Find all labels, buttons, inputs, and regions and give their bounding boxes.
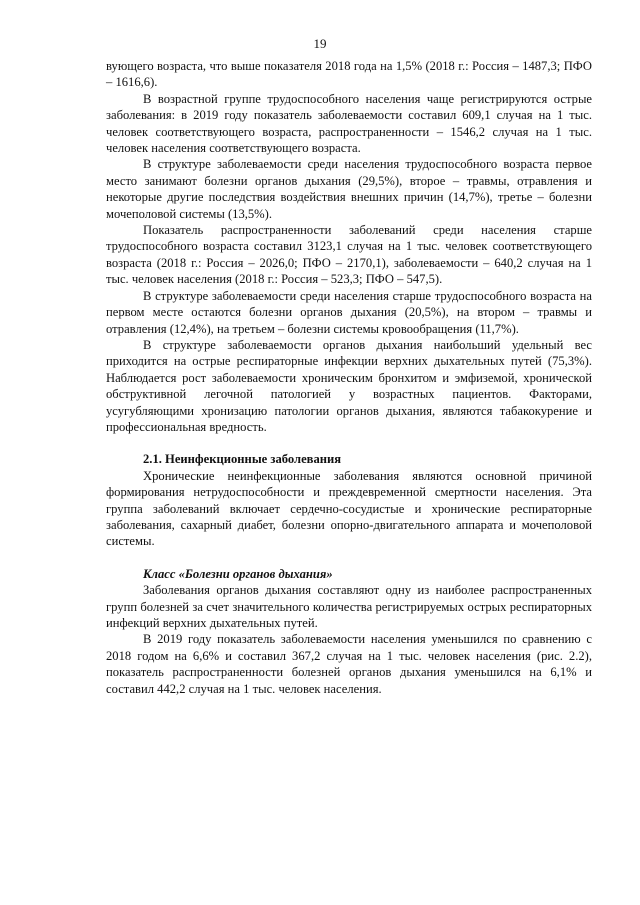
document-body [106,58,592,697]
paragraph-older-age-prevalence: Показатель распространенности заболеваний среди населения старше трудоспособного возраста составил 3123,1 случая на 1 тыс. человек соответствующего возраста (2018 г.: Россия – 2026,0; ПФО – 2170,1), заболеваемости – 640,2 случая на 1 тыс. человек населения (2018 г.: Россия – 523,3; ПФО – 547,5). [106,223,592,287]
paragraph-noncommunicable: Хронические неинфекционные заболевания являются основной причиной формирования нетрудоспособности и преждевременной смертности населения. Эта группа заболеваний включает сердечно-сосудистые и хронические респираторные заболевания, сахарный диабет, болезни опорно-двигательного аппарата и мочеполовой системы. [106,468,592,549]
paragraph-respiratory-2019: В 2019 году показатель заболеваемости населения уменьшился по сравнению с 2018 годом на 6,6% и составил 367,2 случая на 1 тыс. человек населения (рис. 2.2), показатель распространенности болезней органов дыхания уменьшился на 6,1% и составил 442,2 случая на 1 тыс. человек населения. [106,632,592,696]
paragraph-respiratory-structure: В структуре заболеваемости органов дыхания наибольший удельный вес приходится на острые респираторные инфекции верхних дыхательных путей (75,3%). Наблюдается рост заболеваемости хроническим бронхитом и эмфиземой, хронической обструктивной легочной патологией у возрастных пациентов. Факторами, усугубляющими хронизацию патологии органов дыхания, являются табакокурение и профессиональная вредность. [106,337,592,434]
paragraph-working-age-acute: В возрастной группе трудоспособного населения чаще регистрируются острые заболевания: в 2019 году показатель заболеваемости составил 609,1 случая на 1 тыс. человек соответствующего возраста, распространенности – 1546,2 случая на 1 тыс. человек населения соответствующего возраста. [106,91,592,156]
paragraph-respiratory-common: Заболевания органов дыхания составляют одну из наиболее распространенных групп болезней за счет значительного количества регистрируемых острых респираторных инфекций верхних дыхательных путей. [106,583,592,630]
section-heading: 2.1. Неинфекционные заболевания [143,452,342,467]
paragraph-continuation: вующего возраста, что выше показателя 2018 года на 1,5% (2018 г.: Россия – 1487,3; ПФО – 1616,6). [106,59,592,90]
page-number: 19 [313,36,327,51]
paragraph-older-age-structure: В структуре заболеваемости среди населения старше трудоспособного возраста на первом месте остаются болезни органов дыхания (20,5%), на втором – травмы и отравления (12,4%), на третьем – болезни системы кровообращения (11,7%). [106,288,592,336]
class-heading: Класс «Болезни органов дыхания» [143,566,333,581]
paragraph-working-age-structure: В структуре заболеваемости среди населения трудоспособного возраста первое место занимают болезни органов дыхания (29,5%), второе – травмы, отравления и некоторые другие последствия воздействия внешних причин (14,7%), третье – болезни мочеполовой системы (13,5%). [106,157,592,221]
